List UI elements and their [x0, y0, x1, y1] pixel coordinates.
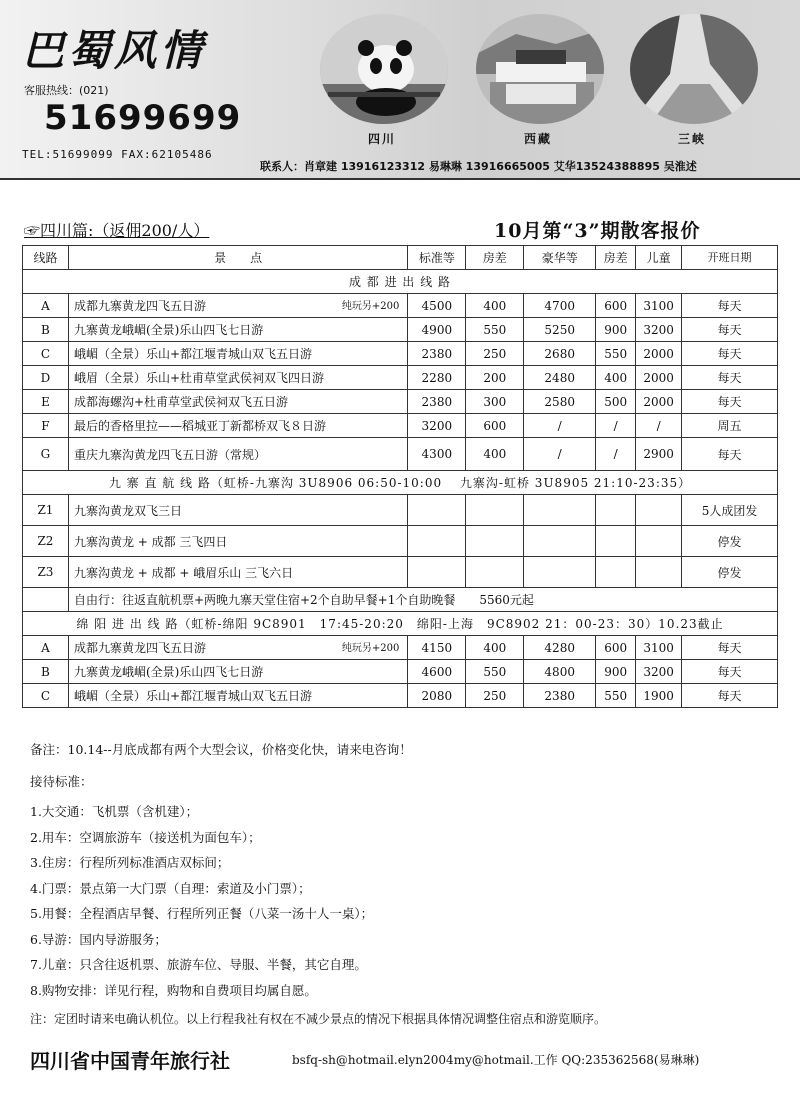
- empty-cell: [408, 495, 466, 526]
- section-row: [23, 471, 778, 495]
- tel-fax: TEL:51699099 FAX:62105486: [22, 148, 213, 161]
- empty-cell: [636, 495, 682, 526]
- price-cell-diff1: 550: [466, 318, 524, 342]
- price-cell-child: 2000: [636, 390, 682, 414]
- standard-item: 6.导游：国内导游服务；: [30, 931, 167, 947]
- route-name: [68, 684, 407, 708]
- price-cell-lux: 2480: [524, 366, 596, 390]
- table-row: [23, 557, 778, 588]
- price-cell-std: 4150: [408, 636, 466, 660]
- route-name: 九寨沟黄龙 + 成都 三飞四日: [68, 526, 407, 557]
- price-cell-child: 2900: [636, 438, 682, 471]
- route-name: 九寨沟黄龙 + 成都 + 峨眉乐山 三飞六日: [68, 557, 407, 588]
- hotline-label: 客服热线：(021): [24, 84, 109, 97]
- route-name-text: 成都海螺沟+杜甫草堂武侯祠双飞五日游: [73, 395, 288, 409]
- header-cell: 标准等: [408, 246, 466, 270]
- standard-item: 7.儿童：只含往返机票、旅游车位、导服、半餐，其它自理。: [30, 957, 367, 972]
- table-row: [23, 414, 778, 438]
- empty-cell: [466, 557, 524, 588]
- price-cell-lux: /: [524, 414, 596, 438]
- hotline-number: 51699699: [44, 98, 242, 138]
- empty-cell: [596, 526, 636, 557]
- section-row: [23, 270, 778, 294]
- free-travel-row: [23, 588, 778, 612]
- price-cell-diff1: 300: [466, 390, 524, 414]
- empty-cell: [596, 557, 636, 588]
- price-cell-diff1: 400: [466, 294, 524, 318]
- section-heading-jiuzhai: 九 寨 直 航 线 路（虹桥-九寨沟 3U8906 06:50-10:00 九寨沟-虹桥 3U8905 21:10-23:35）: [23, 471, 778, 495]
- table-row: [23, 636, 778, 660]
- route-name: [68, 294, 407, 318]
- route-code: G: [23, 438, 69, 471]
- route-name: [68, 636, 407, 660]
- standards-title: 接待标准：: [30, 774, 93, 789]
- header-cell: 房差: [466, 246, 524, 270]
- price-cell-date: 每天: [682, 318, 778, 342]
- route-code: Z3: [23, 557, 69, 588]
- standard-item: 2.用车：空调旅游车（接送机为面包车）；: [30, 829, 261, 845]
- price-cell-child: 3100: [636, 294, 682, 318]
- price-cell-diff1: 550: [466, 660, 524, 684]
- route-code: Z2: [23, 526, 69, 557]
- standard-item: 4.门票：景点第一大门票（自理：索道及小门票）；: [30, 880, 311, 896]
- chengdu-rows: [23, 294, 778, 471]
- price-cell-std: 4900: [408, 318, 466, 342]
- route-name: [68, 414, 407, 438]
- price-cell-lux: 4800: [524, 660, 596, 684]
- empty-cell: [596, 495, 636, 526]
- photo-label-tibet: 西藏: [524, 132, 553, 146]
- route-name-text: 成都九寨黄龙四飞五日游: [73, 299, 206, 313]
- price-cell-diff1: 200: [466, 366, 524, 390]
- route-name: [68, 318, 407, 342]
- price-cell-child: 3100: [636, 636, 682, 660]
- price-cell-diff2: 550: [596, 684, 636, 708]
- table-row: [23, 342, 778, 366]
- empty-cell: [466, 526, 524, 557]
- empty-cell: [636, 526, 682, 557]
- price-cell-date: 每天: [682, 390, 778, 414]
- header-cell: 景 点: [68, 246, 407, 270]
- price-cell-lux: 4280: [524, 636, 596, 660]
- price-cell-lux: /: [524, 438, 596, 471]
- route-name-text: 成都九寨黄龙四飞五日游: [73, 641, 206, 655]
- section-heading-mianyang: 绵 阳 进 出 线 路（虹桥-绵阳 9C8901 17:45-20:20 绵阳-上海 9C8902 21：00-23：30）10.23截止: [23, 612, 778, 636]
- header-cell: 房差: [596, 246, 636, 270]
- logo: 巴蜀风情: [22, 26, 207, 75]
- route-name-text: 最后的香格里拉——稻城亚丁新都桥双飞８日游: [73, 419, 326, 433]
- empty-cell: [466, 495, 524, 526]
- price-cell-date: 每天: [682, 294, 778, 318]
- empty-cell: [408, 557, 466, 588]
- table-row: [23, 684, 778, 708]
- route-name-text: 峨眉（全景）乐山+杜甫草堂武侯祠双飞四日游: [73, 371, 324, 385]
- jiuzhai-rows: [23, 495, 778, 588]
- price-cell-diff1: 250: [466, 342, 524, 366]
- standard-item: 5.用餐：全程酒店早餐、行程所列正餐（八菜一汤十人一桌）；: [30, 906, 374, 921]
- table-row: [23, 660, 778, 684]
- header-cell: 豪华等: [524, 246, 596, 270]
- company-contact: bsfq-sh@hotmail.elyn2004my@hotmail.工作 QQ:235362568(易琳琳): [292, 1053, 700, 1067]
- table-row: [23, 526, 778, 557]
- photo-label-sichuan: 四川: [368, 132, 397, 146]
- price-cell-lux: 2380: [524, 684, 596, 708]
- table-header-row: [23, 246, 778, 270]
- price-cell-lux: 5250: [524, 318, 596, 342]
- route-name: [68, 390, 407, 414]
- price-cell-diff2: /: [596, 414, 636, 438]
- table-row: [23, 390, 778, 414]
- photo-label-gorges: 三峡: [678, 132, 707, 146]
- price-cell-lux: 4700: [524, 294, 596, 318]
- table-row: [23, 318, 778, 342]
- route-date: 5人成团发: [682, 495, 778, 526]
- price-cell-std: 4600: [408, 660, 466, 684]
- contacts-line: 联系人：肖章建 13916123312 易琳琳 13916665005 艾华13524388895 吴淮述: [260, 160, 697, 173]
- route-code: E: [23, 390, 69, 414]
- price-cell-date: 每天: [682, 342, 778, 366]
- price-cell-diff2: 600: [596, 636, 636, 660]
- free-travel-text: 自由行：往返直航机票+两晚九寨天堂住宿+2个自助早餐+1个自助晚餐 5560元起: [68, 588, 777, 612]
- route-code: F: [23, 414, 69, 438]
- empty-cell: [524, 495, 596, 526]
- price-cell-date: 每天: [682, 438, 778, 471]
- price-table: [22, 245, 778, 708]
- price-cell-child: 1900: [636, 684, 682, 708]
- price-cell-diff2: /: [596, 438, 636, 471]
- route-code: Z1: [23, 495, 69, 526]
- price-cell-std: 3200: [408, 414, 466, 438]
- standard-item: 8.购物安排：详见行程，购物和自费项目均属自愿。: [30, 982, 317, 998]
- table-row: [23, 495, 778, 526]
- section-row: [23, 612, 778, 636]
- price-cell-diff2: 400: [596, 366, 636, 390]
- empty-cell: [524, 557, 596, 588]
- header-cell: 线路: [23, 246, 69, 270]
- header-cell: 儿童: [636, 246, 682, 270]
- price-cell-diff1: 600: [466, 414, 524, 438]
- price-cell-date: 每天: [682, 660, 778, 684]
- empty-cell: [524, 526, 596, 557]
- standard-item: 1.大交通：飞机票（含机建）；: [30, 804, 199, 819]
- price-cell-child: 2000: [636, 342, 682, 366]
- price-cell-std: 2380: [408, 390, 466, 414]
- standard-item: 3.住房：行程所列标准酒店双标间；: [30, 855, 230, 870]
- route-code: A: [23, 294, 69, 318]
- route-code: C: [23, 342, 69, 366]
- table-row: [23, 294, 778, 318]
- panda-photo: [320, 14, 448, 124]
- price-cell-lux: 2580: [524, 390, 596, 414]
- empty-cell: [408, 526, 466, 557]
- price-cell-diff2: 900: [596, 318, 636, 342]
- route-code: A: [23, 636, 69, 660]
- price-cell-std: 2380: [408, 342, 466, 366]
- header-cell: 开班日期: [682, 246, 778, 270]
- price-cell-diff1: 400: [466, 636, 524, 660]
- title-bar: [24, 216, 774, 242]
- price-cell-std: 2280: [408, 366, 466, 390]
- price-cell-child: 3200: [636, 660, 682, 684]
- route-code: C: [23, 684, 69, 708]
- price-cell-diff2: 500: [596, 390, 636, 414]
- price-cell-std: 4500: [408, 294, 466, 318]
- route-name: [68, 438, 407, 471]
- mianyang-rows: [23, 636, 778, 708]
- route-name-text: 峨嵋（全景）乐山+都江堰青城山双飞五日游: [73, 347, 312, 361]
- remark-text: 备注：10.14--月底成都有两个大型会议，价格变化快，请来电咨询！: [30, 742, 412, 757]
- price-cell-date: 周五: [682, 414, 778, 438]
- route-name-text: 九寨黄龙峨嵋(全景)乐山四飞七日游: [73, 665, 264, 679]
- header-banner: [0, 0, 800, 180]
- route-name: [68, 342, 407, 366]
- price-cell-lux: 2680: [524, 342, 596, 366]
- price-cell-date: 每天: [682, 684, 778, 708]
- route-name-text: 九寨黄龙峨嵋(全景)乐山四飞七日游: [73, 323, 264, 337]
- route-date: 停发: [682, 557, 778, 588]
- route-name: 九寨沟黄龙双飞三日: [68, 495, 407, 526]
- price-cell-date: 每天: [682, 366, 778, 390]
- price-cell-diff1: 400: [466, 438, 524, 471]
- company-name: 四川省中国青年旅行社: [30, 1049, 230, 1073]
- price-cell-child: /: [636, 414, 682, 438]
- table-row: [23, 438, 778, 471]
- section-title: ☞四川篇:（返佣200/人）: [24, 221, 210, 240]
- price-cell-diff2: 600: [596, 294, 636, 318]
- price-cell-std: 2080: [408, 684, 466, 708]
- route-note: 纯玩另+200: [341, 301, 400, 312]
- route-code: B: [23, 660, 69, 684]
- section-heading-chengdu: 成 都 进 出 线 路: [23, 270, 778, 294]
- route-name-text: 峨嵋（全景）乐山+都江堰青城山双飞五日游: [73, 689, 312, 703]
- potala-photo: [476, 14, 604, 124]
- table-row: [23, 366, 778, 390]
- price-cell-diff2: 550: [596, 342, 636, 366]
- empty-cell: [636, 557, 682, 588]
- footnote-text: 注：定团时请来电确认机位。以上行程我社有权在不减少景点的情况下根据具体情况调整住宿点和游览顺序。: [30, 1012, 607, 1026]
- price-cell-std: 4300: [408, 438, 466, 471]
- route-note: 纯玩另+200: [341, 643, 400, 654]
- route-date: 停发: [682, 526, 778, 557]
- price-cell-diff1: 250: [466, 684, 524, 708]
- route-name: [68, 366, 407, 390]
- price-cell-child: 2000: [636, 366, 682, 390]
- price-cell-child: 3200: [636, 318, 682, 342]
- price-cell-diff2: 900: [596, 660, 636, 684]
- route-code: D: [23, 366, 69, 390]
- price-cell-date: 每天: [682, 636, 778, 660]
- route-name: [68, 660, 407, 684]
- gorges-photo: [630, 14, 758, 124]
- route-code: B: [23, 318, 69, 342]
- route-name-text: 重庆九寨沟黄龙四飞五日游（常规）: [73, 447, 266, 462]
- report-title: 10月第“3”期散客报价: [494, 220, 701, 242]
